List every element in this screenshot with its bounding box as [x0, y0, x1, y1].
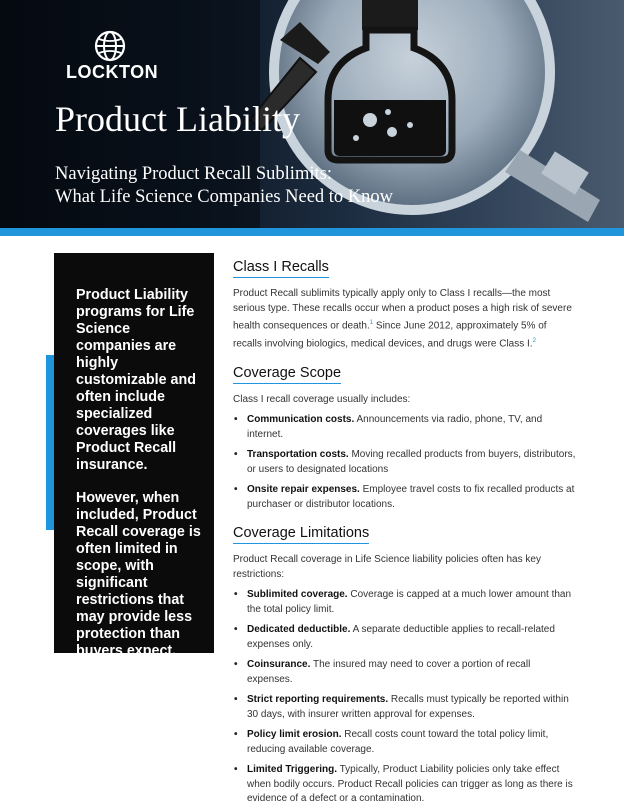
list-item: [233, 623, 578, 652]
callout-paragraph-2: However, when included, Product Recall coverage is often limited in scope, with significant restrictions that may provide less protection than buyers expect.: [76, 490, 201, 659]
bullet-term: Sublimited coverage.: [247, 589, 348, 601]
bullet-desc: Coverage is capped at a much lower amount than the total policy limit.: [247, 589, 572, 615]
bullet-term: Limited Triggering.: [247, 764, 338, 776]
section-coverage-limitations: [233, 524, 578, 804]
bullet-term: Dedicated deductible.: [247, 624, 351, 636]
bullet-term: Transportation costs.: [247, 449, 349, 461]
bullet-desc: Employee travel costs to fix recalled products at purchaser or distributor locations.: [247, 484, 575, 510]
bullet-desc: Moving recalled products from buyers, distributors, or users to designated locations: [247, 449, 576, 475]
section-coverage-scope: [233, 364, 578, 513]
list-item: [233, 483, 578, 512]
bullet-term: Coinsurance.: [247, 659, 311, 671]
callout-accent-bar: [46, 355, 54, 530]
section-heading: Coverage Limitations: [233, 525, 369, 544]
text-fragment: Product Recall sublimits typically apply only to Class I recalls—the most serious type. These recalls occur when a product poses a high risk of severe health consequences or death.: [233, 288, 572, 332]
section-paragraph: [233, 287, 578, 352]
bullet-desc: A separate deductible applies to recall-related expenses only.: [247, 624, 555, 650]
section-heading: Coverage Scope: [233, 365, 341, 384]
page-title: Product Liability: [55, 99, 300, 139]
footnote-ref-2: 2: [532, 337, 536, 344]
subtitle-line-1: Navigating Product Recall Sublimits:: [55, 164, 332, 184]
bullet-term: Policy limit erosion.: [247, 729, 342, 741]
callout-paragraph-1: Product Liability programs for Life Science companies are highly customizable and often include specialized coverages like Product Recall insurance.: [76, 287, 196, 473]
footnote-ref-1: 1: [369, 320, 374, 326]
bullet-list: [233, 588, 578, 804]
bullet-desc: Recall costs count toward the total policy limit, reducing available coverage.: [247, 729, 549, 755]
subtitle-line-2: What Life Science Companies Need to Know: [55, 187, 394, 207]
main-content: [233, 258, 578, 804]
section-intro: Product Recall coverage in Life Science liability policies often has key restrictions:: [233, 554, 541, 580]
bullet-term: Onsite repair expenses.: [247, 484, 360, 496]
bullet-term: Strict reporting requirements.: [247, 694, 389, 706]
page-subtitle: [55, 163, 393, 209]
list-item: [233, 728, 578, 757]
list-item: [233, 413, 578, 442]
lockton-logo: [66, 30, 176, 80]
header-accent-bar: [0, 228, 624, 236]
bullet-term: Communication costs.: [247, 414, 355, 426]
bullet-desc: Announcements via radio, phone, TV, and internet.: [247, 414, 543, 440]
bullet-desc: Typically, Product Liability policies only take effect when bodily occurs. Product Recall policies can trigger as long as there is evidence of a defect or a contamination.: [247, 764, 573, 804]
logo-wordmark: LOCKTON: [66, 62, 159, 82]
globe-icon: [94, 30, 126, 62]
header-banner: [0, 0, 624, 228]
bullet-desc: The insured may need to cover a portion of recall expenses.: [247, 659, 531, 685]
list-item: [233, 448, 578, 477]
vial-cap: [362, 0, 418, 30]
list-item: [233, 693, 578, 722]
list-item: [233, 658, 578, 687]
text-fragment: Since June 2012, approximately 5% of recalls involving biologics, medical devices, and drugs were Class I.: [233, 320, 547, 350]
bullet-desc: Recalls must typically be reported within 30 days, with insurer written approval for expenses.: [247, 694, 569, 720]
sidebar-callout: [54, 253, 214, 659]
bullet-list: [233, 413, 578, 512]
list-item: [233, 763, 578, 804]
section-class-recalls: [233, 258, 578, 352]
list-item: [233, 588, 578, 617]
section-intro: Class I recall coverage usually includes:: [233, 393, 411, 405]
section-heading: Class I Recalls: [233, 259, 329, 278]
